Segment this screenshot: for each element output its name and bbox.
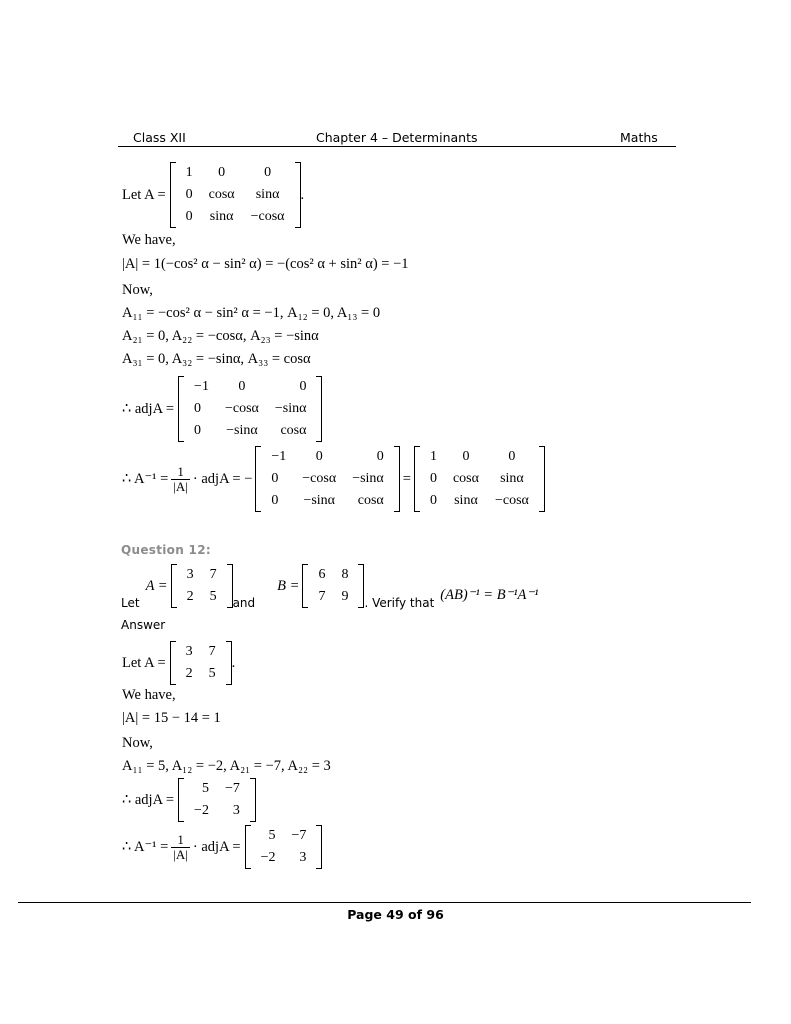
matrix-row [422, 490, 537, 512]
matrix-cell: sinα [255, 187, 280, 202]
matrix-cell: cosα [280, 423, 307, 438]
matrix-row [422, 468, 537, 490]
determinant-q12: |A| = 15 − 14 = 1 [122, 710, 221, 726]
A-definition [146, 564, 233, 608]
matrix-cell: 0 [429, 471, 437, 486]
matrix-cell: sinα [454, 493, 478, 508]
matrix-cell: 0 [238, 379, 246, 394]
matrix-A-answer [170, 641, 232, 685]
matrix-cell: −2 [194, 803, 209, 818]
inverse-label: ∴ A⁻¹ = [122, 470, 169, 487]
cofactors-row-1: A₁₁ = −cos² α − sin² α = −1, A₁₂ = 0, A₁₃ = 0 [122, 305, 381, 321]
matrix-cell: 0 [376, 449, 384, 464]
header-class: Class XII [133, 130, 186, 145]
matrix-row [422, 446, 537, 468]
matrix-cell: 3 [185, 644, 193, 659]
matrix-cell: 3 [232, 803, 240, 818]
matrix-cell: −1 [271, 449, 287, 464]
fraction-numerator: 1 [177, 463, 184, 479]
A-def-label: A = [145, 577, 168, 594]
fraction-denominator: |A| [173, 478, 188, 494]
B-def-label: B = [277, 577, 300, 594]
matrix-row [186, 778, 248, 800]
adj-A-statement [122, 376, 322, 442]
adj-A-q12-statement [122, 778, 256, 822]
matrix-cell: 0 [508, 449, 516, 464]
matrix-cell: 0 [194, 423, 202, 438]
answer-label: Answer [121, 618, 166, 632]
matrix-cell: 5 [201, 781, 209, 796]
matrix-cell: −7 [291, 828, 307, 843]
let-word: Let [121, 596, 140, 610]
adj-A-label: ∴ adjA = [122, 400, 175, 417]
matrix-row [178, 206, 293, 228]
matrix-cell: −cosα [250, 209, 285, 224]
now-1: Now, [122, 282, 153, 298]
matrix-row [253, 825, 315, 847]
matrix-cell: 0 [185, 209, 193, 224]
we-have-2: We have, [122, 687, 176, 703]
matrix-cell: 0 [271, 471, 279, 486]
matrix-adj-q12 [178, 778, 256, 822]
matrix-cell: 5 [208, 666, 216, 681]
and-word: and [232, 596, 256, 610]
matrix-row [310, 586, 356, 608]
header-rule [118, 146, 676, 147]
B-definition [277, 564, 364, 608]
determinant-line: |A| = 1(−cos² α − sin² α) = −(cos² α + sin² α) = −1 [122, 256, 409, 272]
cofactors-q12: A₁₁ = 5, A₁₂ = −2, A₂₁ = −7, A₂₂ = 3 [122, 758, 331, 774]
matrix-cell: −sinα [303, 493, 336, 508]
inverse-mid: · adjA = − [192, 470, 253, 487]
matrix-cell: 1 [185, 165, 193, 180]
fraction-q12-numerator: 1 [177, 831, 184, 847]
let-A-answer-label: Let A = [122, 654, 166, 671]
matrix-A [170, 162, 301, 228]
matrix-cell: −7 [224, 781, 240, 796]
matrix-A-inverse [414, 446, 545, 512]
matrix-inverse-q12 [245, 825, 323, 869]
matrix-cell: 0 [264, 165, 272, 180]
matrix-cell: −sinα [352, 471, 384, 486]
matrix-row [178, 184, 293, 206]
matrix-cell: −2 [260, 850, 276, 865]
cofactors-row-3: A₃₁ = 0, A₃₂ = −sinα, A₃₃ = cosα [122, 351, 311, 367]
matrix-cell: 8 [341, 567, 349, 582]
matrix-cell: 5 [268, 828, 276, 843]
matrix-row [178, 162, 293, 184]
footer-rule [18, 902, 751, 903]
matrix-cell: 3 [186, 567, 194, 582]
now-2: Now, [122, 735, 153, 751]
matrix-cell: 0 [271, 493, 279, 508]
header-subject: Maths [620, 130, 658, 145]
matrix-cell: 0 [218, 165, 226, 180]
period: . [300, 186, 305, 203]
matrix-row [186, 376, 314, 398]
matrix-cell: 3 [299, 850, 307, 865]
matrix-row [253, 847, 315, 869]
adj-A-q12-label: ∴ adjA = [122, 791, 175, 808]
inverse-q12-label: ∴ A⁻¹ = [122, 838, 169, 855]
let-A-label: Let A = [122, 186, 166, 203]
matrix-row [186, 420, 314, 442]
matrix-cell: cosα [452, 471, 479, 486]
identity-formula: (AB)⁻¹ = B⁻¹A⁻¹ [440, 587, 539, 603]
matrix-cell: 7 [208, 644, 216, 659]
matrix-cell: −cosα [302, 471, 337, 486]
let-A-statement [122, 162, 304, 228]
question-12-title: Question 12: [121, 543, 211, 557]
matrix-cell: −1 [194, 379, 209, 394]
question-12-statement [121, 564, 538, 612]
matrix-cell: 0 [299, 379, 307, 394]
matrix-B-q12 [302, 564, 364, 608]
matrix-adj-A [178, 376, 322, 442]
fraction-1-over-det [171, 465, 190, 494]
matrix-cell: −cosα [224, 401, 259, 416]
inverse-q12-statement [122, 825, 322, 869]
matrix-cell: 0 [429, 493, 437, 508]
period-2: . [231, 654, 236, 671]
cofactors-row-2: A₂₁ = 0, A₂₂ = −cosα, A₂₃ = −sinα [122, 328, 319, 344]
matrix-row [178, 641, 224, 663]
matrix-cell: 2 [186, 589, 194, 604]
fraction-q12-denominator: |A| [173, 846, 188, 862]
matrix-row [263, 490, 391, 512]
matrix-cell: 0 [315, 449, 323, 464]
matrix-cell: 0 [194, 401, 202, 416]
matrix-row [178, 663, 224, 685]
matrix-cell: −sinα [274, 401, 307, 416]
matrix-cell: 5 [209, 589, 217, 604]
fraction-q12 [171, 833, 190, 862]
header-chapter: Chapter 4 – Determinants [316, 130, 478, 145]
matrix-row [179, 586, 225, 608]
matrix-cell: 1 [429, 449, 437, 464]
matrix-row [310, 564, 356, 586]
verify-text: . Verify that [364, 596, 435, 610]
matrix-row [263, 446, 391, 468]
matrix-cell: sinα [209, 209, 234, 224]
let-A-q12-answer [122, 641, 235, 685]
matrix-cell: sinα [500, 471, 524, 486]
matrix-cell: cosα [208, 187, 235, 202]
matrix-cell: 9 [341, 589, 349, 604]
inverse-statement [122, 446, 545, 512]
matrix-A-q12 [171, 564, 233, 608]
matrix-row [179, 564, 225, 586]
matrix-cell: 7 [209, 567, 217, 582]
matrix-cell: −sinα [226, 423, 258, 438]
page-number: Page 49 of 96 [347, 907, 444, 922]
matrix-cell: 6 [318, 567, 326, 582]
matrix-cell: 2 [185, 666, 193, 681]
matrix-row [263, 468, 391, 490]
matrix-cell: 0 [462, 449, 470, 464]
matrix-adj-A-repeat [255, 446, 399, 512]
matrix-row [186, 398, 314, 420]
matrix-cell: cosα [357, 493, 384, 508]
matrix-cell: 0 [185, 187, 193, 202]
matrix-cell: 7 [318, 589, 326, 604]
we-have-1: We have, [122, 232, 176, 248]
matrix-cell: −cosα [494, 493, 529, 508]
equals-sign: = [402, 470, 411, 487]
inverse-q12-mid: · adjA = [192, 838, 241, 855]
matrix-row [186, 800, 248, 822]
